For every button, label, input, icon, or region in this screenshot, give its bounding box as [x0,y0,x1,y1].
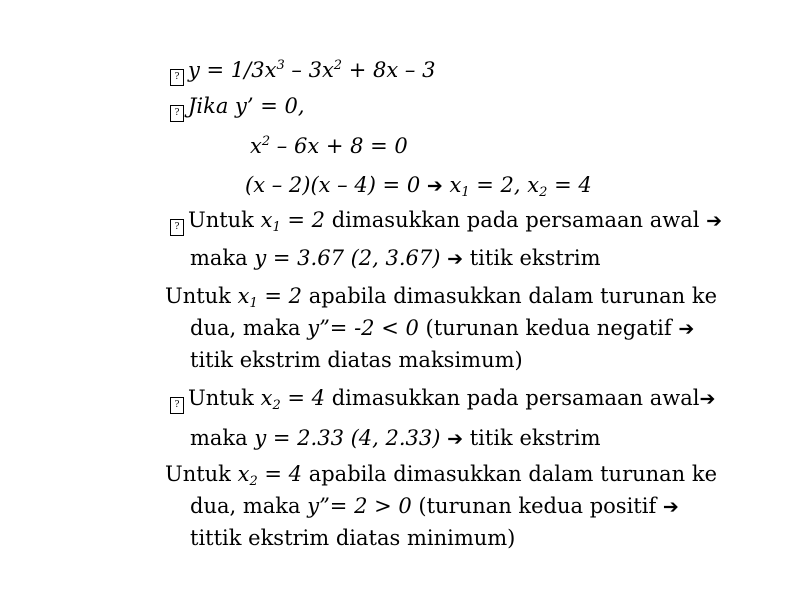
arrow-right-icon: ➔ [699,388,716,410]
arrow-right-icon: ➔ [706,210,723,232]
line-minimum: tittik ekstrim diatas minimum) [190,526,516,550]
bullet-icon: ? [170,105,184,122]
equation-line-3: $x^2 - 6x + 8 = 0$ [250,134,408,158]
bullet-icon: ? [170,397,184,414]
arrow-right-icon: ➔ [678,318,695,340]
equation-line-4: (x – 2)(x – 4) = 0 ➔ $x_1 = 2$, $x_2 = 4$ [245,173,592,200]
line-maksimum: titik ekstrim diatas maksimum) [190,348,523,372]
line-untuk-x2-awal: ? Untuk $x_2 = 4$ dimasukkan pada persamaan awal➔ [170,386,715,414]
line-dua-negatif: dua, maka y”= -2 < 0 (turunan kedua negatif ➔ [190,316,695,340]
line-untuk-x2-turunan: Untuk $x_2 = 4$ apabila dimasukkan dalam turunan ke [165,462,718,489]
arrow-right-icon: ➔ [447,428,464,450]
line-untuk-x1-awal: ? Untuk $x_1 = 2$ dimasukkan pada persamaan awal ➔ [170,208,722,236]
line-jika: ? Jika y’ = 0, [170,94,305,122]
line-maka-y-233: maka y = 2.33 (4, 2.33) ➔ titik ekstrim [190,426,601,450]
arrow-right-icon: ➔ [662,496,679,518]
bullet-icon: ? [170,219,184,236]
line-untuk-x1-turunan: Untuk $x_1 = 2$ apabila dimasukkan dalam turunan ke [165,284,718,311]
bullet-icon: ? [170,69,184,86]
arrow-right-icon: ➔ [426,175,443,197]
line-dua-positif: dua, maka y”= 2 > 0 (turunan kedua positif ➔ [190,494,679,518]
line-maka-y-367: maka y = 3.67 (2, 3.67) ➔ titik ekstrim [190,246,601,270]
arrow-right-icon: ➔ [447,248,464,270]
equation-line-1: ? $y = 1/3x^3 - 3x^2 + 8x - 3$ [170,58,435,86]
